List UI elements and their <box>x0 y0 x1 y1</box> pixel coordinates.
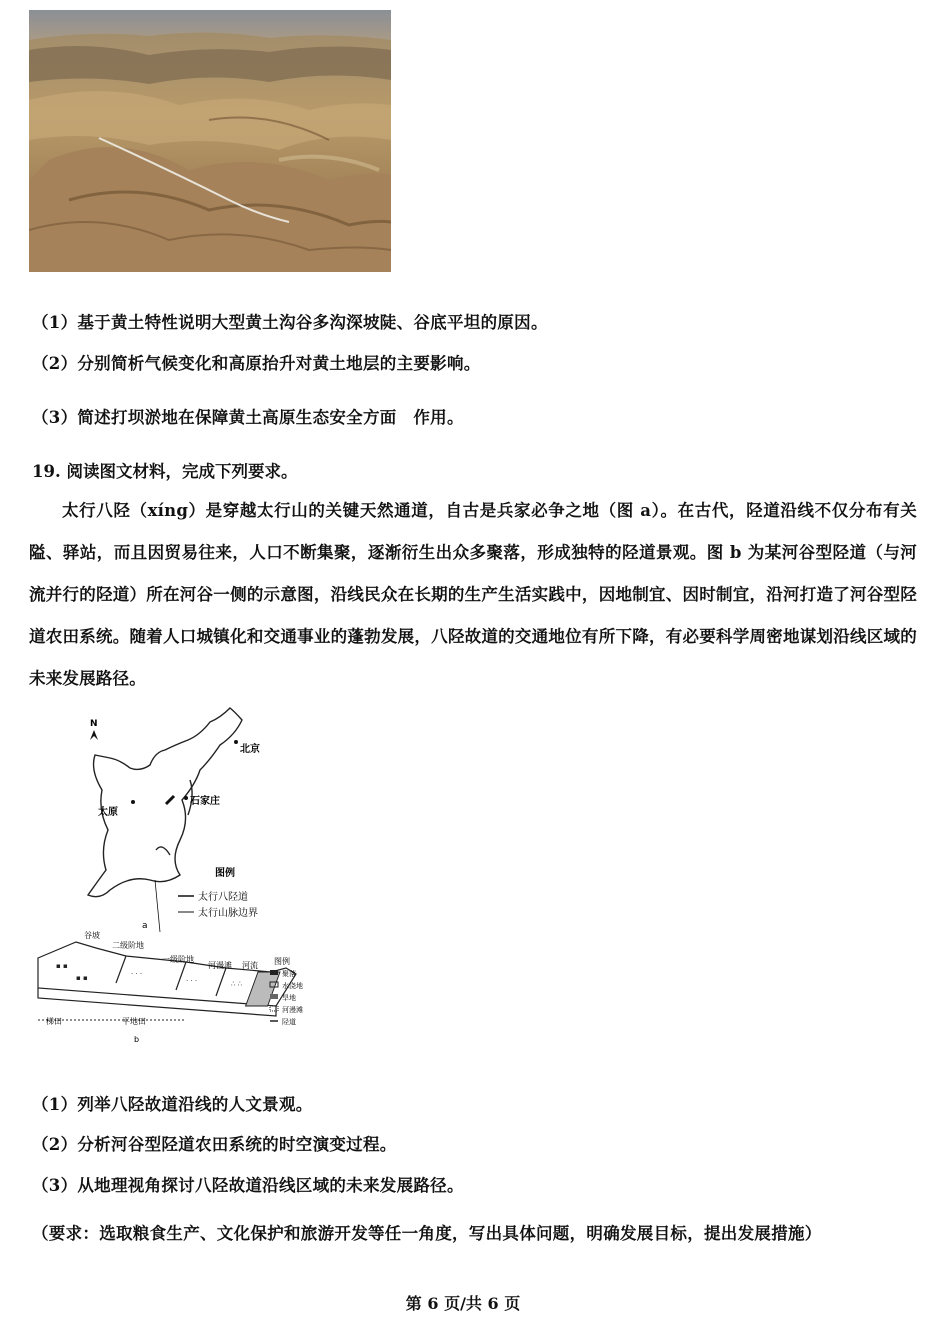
label-floodplain: 河漫滩 <box>208 961 232 970</box>
city-beijing: 北京 <box>240 744 260 755</box>
label-terrace2: 二级阶地 <box>112 941 144 950</box>
q19-question-3: （3）从地理视角探讨八陉故道沿线区域的未来发展路径。 <box>32 1176 464 1195</box>
legend-b-floodplain: 河漫滩 <box>282 1006 303 1014</box>
loess-gully-photo <box>29 10 391 272</box>
legend-b-title: 图例 <box>274 957 290 966</box>
label-terrace1: 一级阶地 <box>162 955 194 964</box>
q19-question-1: （1）列举八陉故道沿线的人文景观。 <box>32 1095 313 1114</box>
label-terraced-field: 梯田 <box>46 1017 62 1026</box>
cross-section-figure-b <box>36 928 326 1048</box>
svg-text:▪ ▪: ▪ ▪ <box>56 962 68 970</box>
city-shijiazhuang: 石家庄 <box>190 796 220 807</box>
legend-b-irrigated: 水浇地 <box>282 982 303 990</box>
label-river: 河流 <box>242 961 258 970</box>
label-flat-field: 平地田 <box>122 1017 146 1026</box>
map-legend-title: 图例 <box>215 868 235 879</box>
legend-b-dry: 旱地 <box>282 994 296 1002</box>
q19-requirement: （要求：选取粮食生产、文化保护和旅游开发等任一角度，写出具体问题，明确发展目标，提出发展措施） <box>32 1224 822 1243</box>
svg-text:▪ ▪: ▪ ▪ <box>76 974 88 982</box>
label-slope: 谷坡 <box>84 931 100 940</box>
q19-question-2: （2）分析河谷型陉道农田系统的时空演变过程。 <box>32 1135 397 1154</box>
legend-b-settlement: 聚落 <box>282 970 296 978</box>
legend-path: 太行八陉道 <box>198 892 248 903</box>
north-arrow-icon <box>90 730 98 740</box>
question-3-text: （3）简述打坝淤地在保障黄土高原生态安全方面 作用。 <box>32 408 464 427</box>
svg-text:· · ·: · · · <box>186 977 198 985</box>
svg-text:∴ ∴: ∴ ∴ <box>231 980 243 988</box>
question-2-text: （2）分别简析气候变化和高原抬升对黄土地层的主要影响。 <box>32 354 481 373</box>
question-1-text: （1）基于黄土特性说明大型黄土沟谷多沟深坡陡、谷底平坦的原因。 <box>32 313 548 332</box>
map-figure-a <box>70 700 290 940</box>
figure-b-caption: b <box>134 1035 140 1044</box>
question-19-paragraph: 太行八陉（xíng）是穿越太行山的关键天然通道，自古是兵家必争之地（图 a）。在古代，陉道沿线不仅分布有关隘、驿站，而且因贸易往来，人口不断集聚，逐渐衍生出众多聚落，形成独特的陉道景观。图 b 为某河谷型陉道（与河流并行的陉道）所在河谷一侧的示意图，沿线民众在长期的生产生活实践中，因地制宜、因时制宜，沿河打造了河谷型陉道农田系统。随着人口城镇化和交通事业的蓬勃发展，八陉故道的交通地位有所下降，有必要科学周密地谋划沿线区域的未来发展路径。 <box>29 501 917 688</box>
figure-a-caption: a <box>142 921 148 931</box>
city-taiyuan: 太原 <box>98 807 118 818</box>
svg-text:· · ·: · · · <box>131 970 143 978</box>
legend-b-path: 陉道 <box>282 1018 296 1026</box>
north-label: N <box>90 719 98 729</box>
legend-boundary: 太行山脉边界 <box>198 908 258 919</box>
page-footer: 第 6 页/共 6 页 <box>405 1294 521 1313</box>
question-19-title: 19. 阅读图文材料，完成下列要求。 <box>32 462 298 481</box>
